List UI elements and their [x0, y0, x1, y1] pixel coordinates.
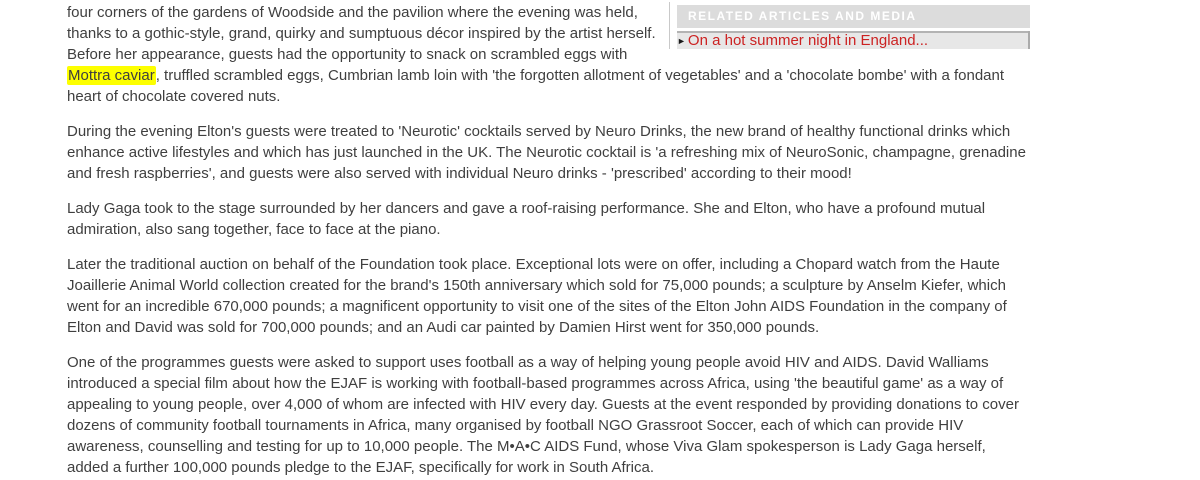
arrow-right-icon: ►	[677, 36, 686, 46]
article-paragraph-5: One of the programmes guests were asked to support uses football as a way of helping young people avoid HIV and AIDS. David Walliams introduced a special film about how the EJAF is working with football-based programmes across Africa, using 'the beautiful game' as a way of appealing to young people, over 4,000 of whom are infected with HIV every day. Guests at the event responded by providing donations to cover dozens of community football tournaments in Africa, many organised by football NGO Grassroot Soccer, each of which can provide HIV awareness, counselling and testing for up to 10,000 people. The M•A•C AIDS Fund, whose Viva Glam spokesperson is Lady Gaga herself, added a further 100,000 pounds pledge to the EJAF, specifically for work in South Africa.	[67, 354, 1019, 476]
article-body	[67, 0, 1030, 478]
article-paragraph-3: Lady Gaga took to the stage surrounded by her dancers and gave a roof-raising performance. She and Elton, who have a profound mutual admiration, also sang together, face to face at the piano.	[67, 200, 986, 238]
article-paragraph-2: During the evening Elton's guests were treated to 'Neurotic' cocktails served by Neuro Drinks, the new brand of healthy functional drinks which enhance active lifestyles and which has just launched in the UK. The Neurotic cocktail is 'a refreshing mix of NeuroSonic, champagne, grenadine and fresh raspberries', and guests were also served with individual Neuro drinks - 'prescribed' according to their mood!	[67, 123, 1026, 182]
related-articles-header: RELATED ARTICLES AND MEDIA	[677, 5, 1030, 28]
paragraph-text: , truffled scrambled eggs, Cumbrian lamb loin with 'the forgotten allotment of vegetables' and a 'chocolate bombe' with a fondant heart of chocolate covered nuts.	[67, 67, 1005, 105]
search-highlight: Mottra caviar	[68, 67, 155, 84]
article-paragraph-4: Later the traditional auction on behalf of the Foundation took place. Exceptional lots were on offer, including a Chopard watch from the Haute Joaillerie Animal World collection created for the brand's 150th anniversary which sold for 75,000 pounds; a sculpture by Anselm Kiefer, which went for an incredible 670,000 pounds; a magnificent opportunity to visit one of the sites of the Elton John AIDS Foundation in the company of Elton and David was sold for 700,000 pounds; and an Audi car painted by Damien Hirst went for 350,000 pounds.	[67, 256, 1007, 336]
related-articles-panel	[669, 2, 1030, 49]
related-articles-list	[677, 31, 1030, 49]
related-article-link-label[interactable]: On a hot summer night in England...	[687, 33, 929, 49]
paragraph-text: four corners of the gardens of Woodside and the pavilion where the evening was held, thanks to a gothic-style, grand, quirky and sumptuous décor inspired by the artist herself. Before her appearance, guests had the opportunity to snack on scrambled eggs with	[67, 4, 656, 63]
related-article-link[interactable]	[677, 33, 1028, 49]
